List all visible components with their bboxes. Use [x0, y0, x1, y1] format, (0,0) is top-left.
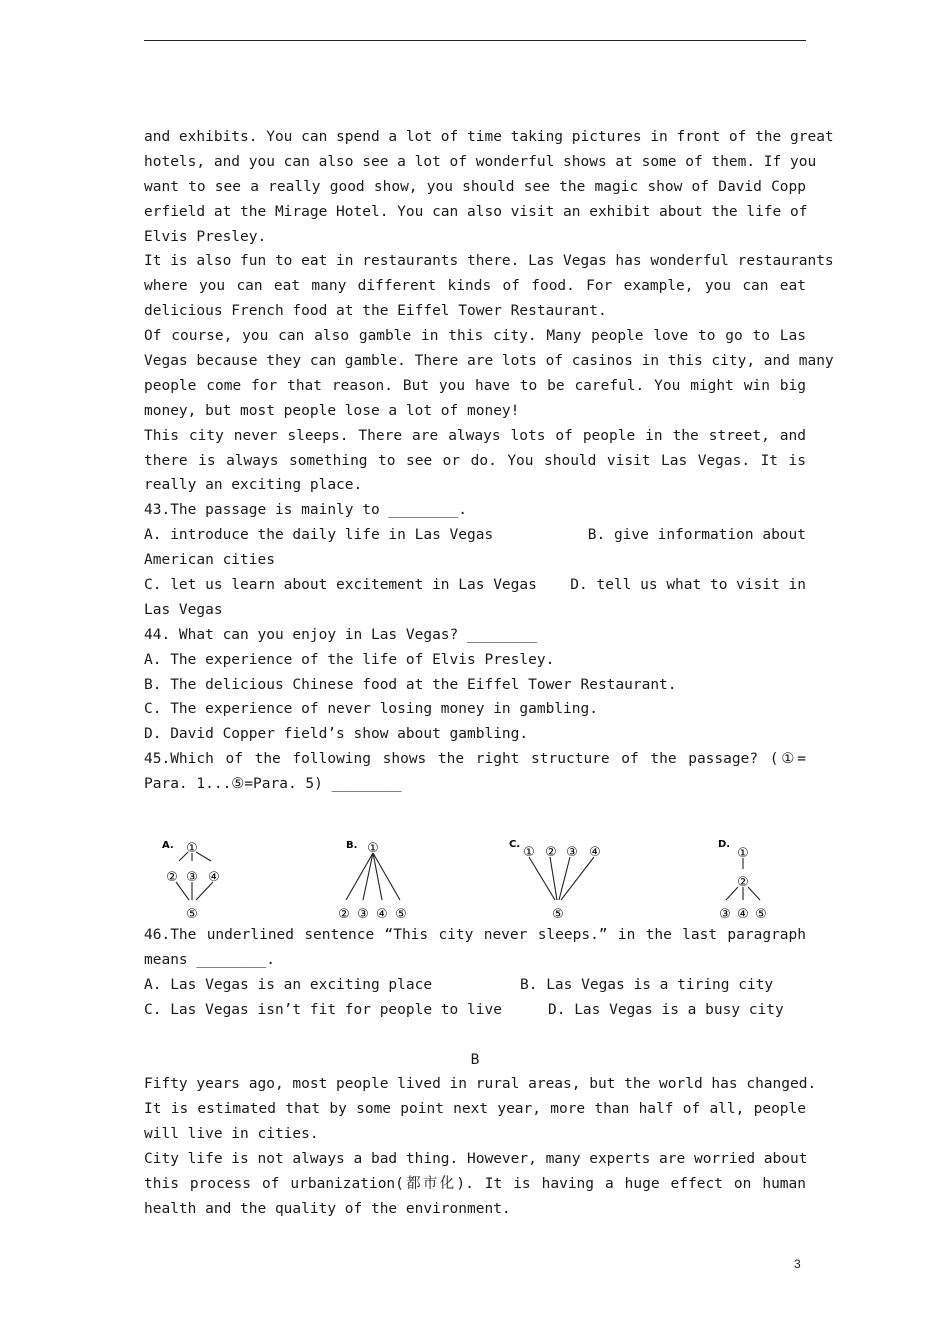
- question-44: [144, 623, 806, 747]
- question-stem: 44. What can you enjoy in Las Vegas? ________: [144, 626, 537, 643]
- node-4: ④: [589, 845, 601, 861]
- option-b: B. The delicious Chinese food at the Eiffel Tower Restaurant.: [144, 676, 677, 693]
- structure-diagram-b: [338, 797, 424, 923]
- node-2: ②: [545, 845, 557, 861]
- passage-line: this process of urbanization(都市化). It is having a huge effect on human: [144, 1175, 806, 1192]
- option-a: A. introduce the daily life in Las Vegas: [144, 527, 494, 544]
- node-1: ①: [523, 845, 535, 861]
- page-number: 3: [794, 1257, 801, 1271]
- node-5: ⑤: [552, 907, 564, 923]
- question-stem-continued: Para. 1...⑤=Para. 5) ________: [144, 776, 402, 793]
- option-a: A. Las Vegas is an exciting place: [144, 976, 433, 993]
- header-rule: [144, 40, 806, 41]
- structure-diagram-a: [159, 797, 239, 923]
- passage-line: This city never sleeps. There are always lots of people in the street, and: [144, 427, 806, 444]
- option-row: [144, 973, 806, 998]
- passage-line: It is estimated that by some point next year, more than half of all, people: [144, 1101, 806, 1118]
- passage-line: It is also fun to eat in restaurants there. Las Vegas has wonderful restaurants: [144, 253, 834, 270]
- page-content: [144, 125, 834, 1222]
- option-b: B. Las Vegas is a tiring city: [520, 976, 774, 993]
- question-45: [144, 747, 806, 923]
- option-row: [144, 573, 806, 598]
- passage-line: Of course, you can also gamble in this city. Many people love to go to Las: [144, 328, 806, 345]
- passage-a: [144, 125, 834, 498]
- structure-diagram-c: [508, 797, 608, 923]
- structure-diagrams: [144, 797, 806, 923]
- passage-line: erfield at the Mirage Hotel. You can also visit an exhibit about the life of: [144, 203, 808, 220]
- node-2: ②: [338, 907, 350, 923]
- option-a: A. The experience of the life of Elvis Presley.: [144, 651, 555, 668]
- option-d: D. David Copper field’s show about gambling.: [144, 726, 529, 743]
- option-row: [144, 998, 806, 1023]
- passage-line: Fifty years ago, most people lived in rural areas, but the world has changed.: [144, 1076, 817, 1093]
- question-stem: 45.Which of the following shows the right structure of the passage? (①=: [144, 751, 806, 768]
- node-5: ⑤: [395, 907, 407, 923]
- question-stem-continued: means ________.: [144, 951, 275, 968]
- passage-line: want to see a really good show, you should see the magic show of David Copp: [144, 178, 806, 195]
- passage-line: there is always something to see or do. You should visit Las Vegas. It is: [144, 452, 806, 469]
- passage-line: delicious French food at the Eiffel Tower Restaurant.: [144, 303, 607, 320]
- section-gap: [144, 1023, 806, 1048]
- section-b: [144, 1048, 817, 1222]
- option-c: C. The experience of never losing money in gambling.: [144, 701, 598, 718]
- diagram-label: D.: [718, 839, 731, 851]
- node-4: ④: [208, 870, 220, 886]
- question-43: [144, 498, 806, 622]
- option-d-continued: Las Vegas: [144, 601, 223, 618]
- node-1: ①: [186, 841, 198, 857]
- option-c: C. let us learn about excitement in Las Vegas: [144, 577, 537, 594]
- diagram-label: A.: [162, 840, 174, 852]
- passage-line: and exhibits. You can spend a lot of time taking pictures in front of the great: [144, 129, 834, 145]
- section-title: B: [470, 1051, 480, 1068]
- diagram-label: C.: [509, 839, 521, 851]
- passage-line: Elvis Presley.: [144, 228, 267, 245]
- question-stem: 46.The underlined sentence “This city never sleeps.” in the last paragraph: [144, 927, 806, 944]
- option-b-continued: American cities: [144, 552, 275, 569]
- node-2: ②: [166, 870, 178, 886]
- option-d: D. tell us what to visit in: [570, 577, 806, 594]
- option-b: B. give information about: [587, 527, 806, 544]
- node-3: ③: [719, 907, 731, 923]
- node-3: ③: [186, 870, 198, 886]
- node-2: ②: [737, 875, 749, 891]
- node-1: ①: [367, 841, 379, 857]
- node-4: ④: [376, 907, 388, 923]
- passage-line: will live in cities.: [144, 1126, 319, 1143]
- option-row: [144, 523, 806, 548]
- passage-line: where you can eat many different kinds of food. For example, you can eat: [144, 278, 806, 295]
- question-46: [144, 923, 806, 1023]
- passage-line: City life is not always a bad thing. However, many experts are worried about: [144, 1151, 808, 1168]
- passage-line: hotels, and you can also see a lot of wonderful shows at some of them. If you: [144, 153, 817, 170]
- option-d: D. Las Vegas is a busy city: [548, 1001, 784, 1018]
- passage-line: money, but most people lose a lot of money!: [144, 402, 520, 419]
- node-3: ③: [357, 907, 369, 923]
- node-5: ⑤: [755, 907, 767, 923]
- node-4: ④: [737, 907, 749, 923]
- node-3: ③: [566, 845, 578, 861]
- question-stem: 43.The passage is mainly to ________.: [144, 502, 468, 519]
- diagram-label: B.: [346, 840, 358, 852]
- node-1: ①: [737, 846, 749, 862]
- passage-line: Vegas because they can gamble. There are lots of casinos in this city, and many: [144, 353, 834, 370]
- option-c: C. Las Vegas isn’t fit for people to live: [144, 1001, 502, 1018]
- passage-line: people come for that reason. But you have to be careful. You might win big: [144, 377, 806, 394]
- passage-line: health and the quality of the environment.: [144, 1200, 511, 1217]
- passage-line: really an exciting place.: [144, 477, 363, 494]
- node-5: ⑤: [186, 907, 198, 923]
- structure-diagram-d: [716, 797, 806, 923]
